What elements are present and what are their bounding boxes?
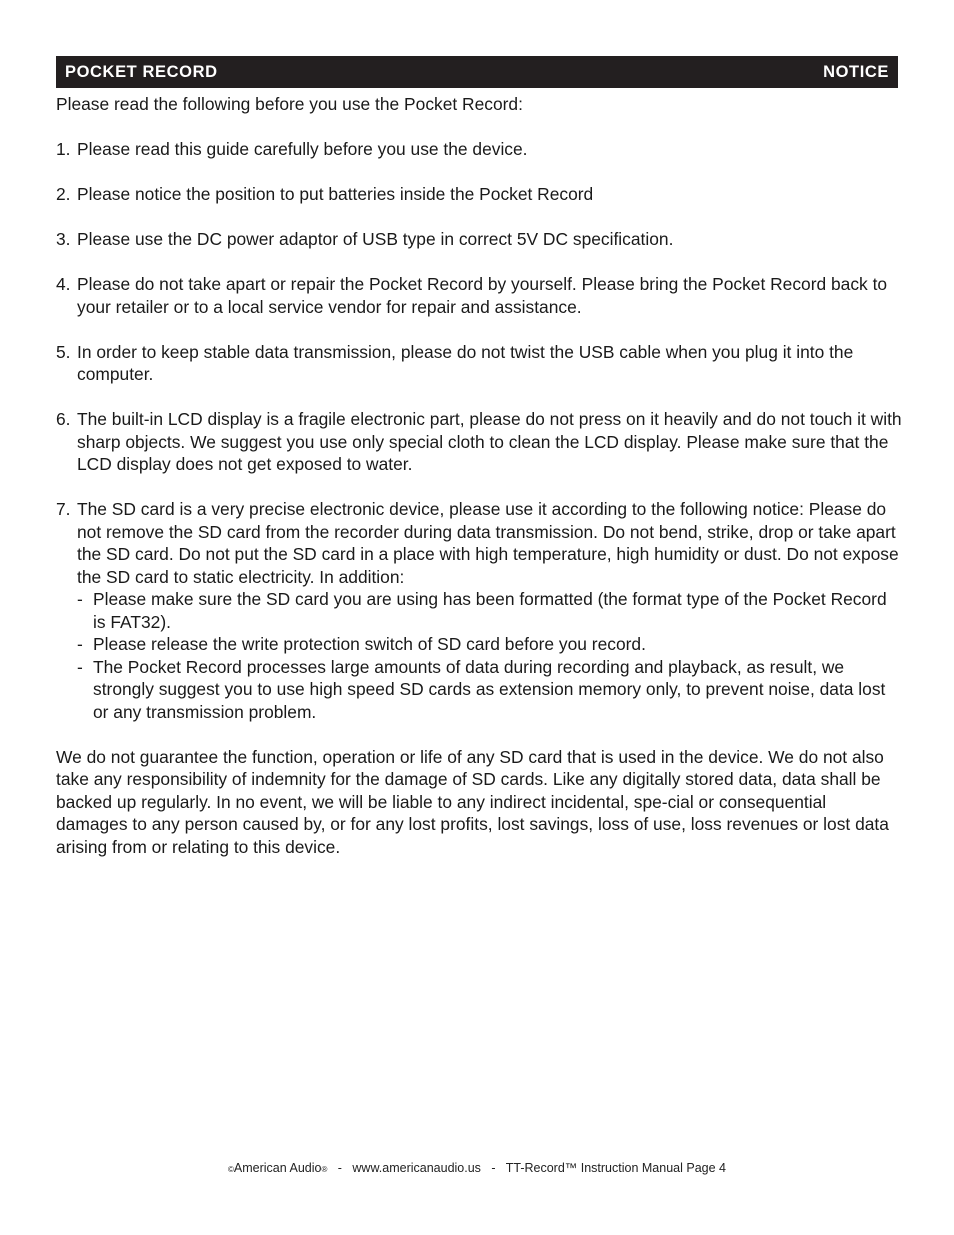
- section-label-notice: NOTICE: [823, 62, 889, 81]
- intro-paragraph: Please read the following before you use the Pocket Record:: [56, 94, 523, 114]
- notice-item-1: [56, 138, 902, 161]
- item-text: In order to keep stable data transmission, please do not twist the USB cable when you plug it into the computer.: [77, 341, 854, 384]
- item-text: The SD card is a very precise electronic device, please use it according to the following notice: Please do not remove the SD card from the recorder during data transmission. Do not bend, strike, drop or take apart the SD card. Do not put the SD card in a place with high temperature, high humidity or dust. Do not expose the SD card to static electricity. In addition:: [77, 499, 899, 587]
- item-number: 4.: [56, 274, 71, 294]
- copyright-symbol: ©: [228, 1165, 234, 1174]
- notice-item-3: [56, 228, 902, 251]
- notice-item-7: [56, 498, 902, 723]
- footer-brand: American Audio: [233, 1161, 322, 1175]
- item-number: 2.: [56, 184, 71, 204]
- notice-item-6: [56, 408, 902, 476]
- footer-website: www.americanaudio.us: [352, 1161, 481, 1175]
- sub-item-dash: -: [77, 656, 83, 677]
- item-number: 5.: [56, 341, 71, 362]
- sub-item-text: Please release the write protection switch of SD card before you record.: [93, 634, 646, 654]
- notice-item-5: [56, 341, 902, 386]
- page-footer: [0, 1161, 954, 1175]
- item-text: Please read this guide carefully before you use the device.: [77, 139, 528, 159]
- sub-item: [77, 588, 902, 633]
- footer-separator: -: [491, 1161, 496, 1175]
- notice-body: [56, 93, 902, 858]
- item-number: 1.: [56, 139, 71, 159]
- sub-item-text: Please make sure the SD card you are using has been formatted (the format type of the Pocket Record is FAT32).: [93, 589, 887, 632]
- notice-item-2: [56, 183, 902, 206]
- sub-item-dash: -: [77, 634, 83, 654]
- item-text: The built-in LCD display is a fragile electronic part, please do not press on it heavily and do not touch it with sharp objects. We suggest you use only special cloth to clean the LCD display. Please make sure that the LCD display does not get exposed to water.: [77, 409, 902, 474]
- item-text: Please use the DC power adaptor of USB type in correct 5V DC specification.: [77, 229, 674, 249]
- item-text: Please notice the position to put batteries inside the Pocket Record: [77, 184, 594, 204]
- section-header-bar: [56, 56, 898, 88]
- item-number: 3.: [56, 229, 71, 249]
- item-number: 6.: [56, 409, 71, 429]
- closing-paragraph: We do not guarantee the function, operation or life of any SD card that is used in the device. We do not also take any responsibility of indemnity for the damage of SD cards. Like any digitally stored data, data shall be backed up regularly. In no event, we will be liable to any indirect incidental, spe-cial or consequential damages to any person caused by, or for any lost profits, lost savings, loss of use, loss revenues or lost data arising from or relating to this device.: [56, 746, 889, 857]
- item-text: Please do not take apart or repair the Pocket Record by yourself. Please bring the Pocket Record back to your retailer or to a local service vendor for repair and assistance.: [77, 274, 888, 317]
- sub-item: [77, 633, 902, 656]
- section-title: POCKET RECORD: [65, 62, 218, 81]
- footer-separator: -: [337, 1161, 342, 1175]
- sub-item: [77, 656, 902, 724]
- sub-item-text: The Pocket Record processes large amounts of data during recording and playback, as result, we strongly suggest you to use high speed SD cards as extension memory only, to prevent noise, data lost or any transmission problem.: [93, 656, 886, 722]
- registered-symbol: ®: [321, 1165, 328, 1174]
- notice-item-4: [56, 273, 902, 318]
- sub-item-dash: -: [77, 589, 83, 609]
- item-number: 7.: [56, 499, 71, 519]
- footer-manual-label: TT-Record™ Instruction Manual Page 4: [505, 1161, 726, 1175]
